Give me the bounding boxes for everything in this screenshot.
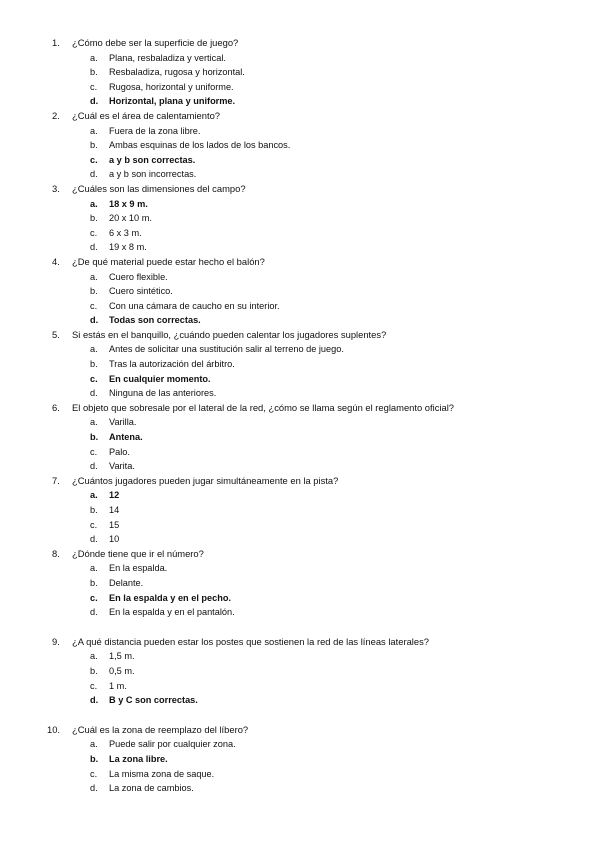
option-letter: b. bbox=[90, 505, 98, 515]
option-text: Plana, resbaladiza y vertical. bbox=[109, 52, 226, 63]
answer-options bbox=[0, 197, 600, 255]
option-letter: d. bbox=[90, 242, 98, 253]
option-letter: a. bbox=[90, 490, 98, 501]
question-text: ¿Cuántos jugadores pueden jugar simultáneamente en la pista? bbox=[72, 474, 339, 486]
question-5 bbox=[0, 328, 600, 401]
question-text: ¿A qué distancia pueden estar los postes que sostienen la red de las líneas laterales? bbox=[72, 635, 429, 647]
option-letter: c. bbox=[90, 592, 98, 603]
answer-options bbox=[0, 270, 600, 328]
question-2 bbox=[0, 109, 600, 182]
question-number: 4. bbox=[52, 255, 60, 267]
option-letter: c. bbox=[90, 768, 98, 779]
option-letter: a. bbox=[90, 125, 98, 136]
question-header bbox=[0, 547, 600, 562]
question-6 bbox=[0, 401, 600, 474]
question-number: 8. bbox=[52, 547, 60, 559]
option-text: Con una cámara de caucho en su interior. bbox=[109, 300, 280, 311]
option-a bbox=[0, 270, 600, 285]
option-letter: b. bbox=[90, 753, 99, 764]
option-d bbox=[0, 313, 600, 328]
answer-options bbox=[0, 342, 600, 400]
option-text: Fuera de la zona libre. bbox=[109, 125, 201, 136]
question-9 bbox=[0, 635, 600, 723]
option-text: 0,5 m. bbox=[109, 665, 135, 676]
option-letter: c. bbox=[90, 154, 98, 165]
option-letter: a. bbox=[90, 52, 98, 63]
spacer bbox=[0, 708, 600, 723]
question-header bbox=[0, 635, 600, 650]
option-b bbox=[0, 576, 600, 591]
option-letter: a. bbox=[90, 651, 98, 662]
option-letter: d. bbox=[90, 169, 98, 180]
option-text: La zona de cambios. bbox=[109, 783, 194, 794]
question-1 bbox=[0, 36, 600, 109]
question-text: ¿Cuáles son las dimensiones del campo? bbox=[72, 182, 246, 194]
question-text: ¿De qué material puede estar hecho el balón? bbox=[72, 255, 265, 267]
option-text: Puede salir por cualquier zona. bbox=[109, 739, 236, 750]
option-text: Ninguna de las anteriores. bbox=[109, 388, 217, 399]
question-header bbox=[0, 474, 600, 489]
option-text: Rugosa, horizontal y uniforme. bbox=[109, 81, 234, 92]
option-a bbox=[0, 737, 600, 752]
option-b bbox=[0, 138, 600, 153]
option-letter: c. bbox=[90, 373, 98, 384]
option-letter: b. bbox=[90, 140, 98, 151]
answer-options bbox=[0, 124, 600, 182]
question-text: Si estás en el banquillo, ¿cuándo pueden calentar los jugadores suplentes? bbox=[72, 328, 387, 340]
option-text: 18 x 9 m. bbox=[109, 198, 148, 209]
question-text: ¿Cuál es el área de calentamiento? bbox=[72, 109, 221, 121]
option-text: 10 bbox=[109, 534, 120, 545]
option-letter: b. bbox=[90, 67, 98, 78]
question-number: 6. bbox=[52, 401, 60, 413]
question-10 bbox=[0, 723, 600, 796]
question-number: 2. bbox=[52, 109, 60, 121]
answer-options bbox=[0, 415, 600, 473]
option-c bbox=[0, 80, 600, 95]
option-d bbox=[0, 167, 600, 182]
option-letter: c. bbox=[90, 680, 98, 691]
option-text: La misma zona de saque. bbox=[109, 768, 215, 779]
question-number: 7. bbox=[52, 474, 60, 486]
option-text: Resbaladiza, rugosa y horizontal. bbox=[109, 67, 245, 78]
question-header bbox=[0, 723, 600, 738]
quiz-questions-list bbox=[0, 36, 600, 796]
option-text: 15 bbox=[109, 519, 120, 530]
option-b bbox=[0, 357, 600, 372]
option-a bbox=[0, 124, 600, 139]
question-header bbox=[0, 182, 600, 197]
option-a bbox=[0, 51, 600, 66]
option-b bbox=[0, 430, 600, 445]
option-letter: d. bbox=[90, 461, 98, 472]
option-letter: c. bbox=[90, 300, 98, 311]
option-b bbox=[0, 65, 600, 80]
option-c bbox=[0, 767, 600, 782]
option-c bbox=[0, 518, 600, 533]
option-a bbox=[0, 561, 600, 576]
question-3 bbox=[0, 182, 600, 255]
question-header bbox=[0, 328, 600, 343]
question-text: ¿Cómo debe ser la superficie de juego? bbox=[72, 37, 239, 48]
option-text: Antes de solicitar una sustitución salir al terreno de juego. bbox=[109, 344, 344, 355]
option-text: Varilla. bbox=[109, 417, 137, 428]
option-text: 20 x 10 m. bbox=[109, 213, 152, 224]
option-text: Antena. bbox=[109, 432, 143, 443]
option-letter: c. bbox=[90, 81, 98, 92]
option-letter: a. bbox=[90, 417, 98, 428]
option-text: Delante. bbox=[109, 577, 144, 588]
option-text: En la espalda y en el pantalón. bbox=[109, 607, 235, 618]
answer-options bbox=[0, 488, 600, 546]
option-b bbox=[0, 284, 600, 299]
option-letter: a. bbox=[90, 198, 98, 209]
option-text: a y b son correctas. bbox=[109, 154, 196, 165]
question-number: 9. bbox=[52, 635, 60, 647]
question-number: 3. bbox=[52, 182, 60, 194]
option-c bbox=[0, 372, 600, 387]
option-text: La zona libre. bbox=[109, 753, 168, 764]
option-letter: b. bbox=[90, 432, 99, 443]
option-text: B y C son correctas. bbox=[109, 695, 198, 706]
option-letter: d. bbox=[90, 607, 98, 618]
option-letter: a. bbox=[90, 271, 98, 282]
option-d bbox=[0, 386, 600, 401]
question-number: 1. bbox=[52, 37, 60, 48]
question-header bbox=[0, 255, 600, 270]
question-7 bbox=[0, 474, 600, 547]
option-a bbox=[0, 415, 600, 430]
option-letter: a. bbox=[90, 739, 98, 750]
option-text: Horizontal, plana y uniforme. bbox=[109, 96, 236, 107]
option-c bbox=[0, 299, 600, 314]
option-text: Ambas esquinas de los lados de los bancos. bbox=[109, 140, 291, 151]
option-d bbox=[0, 605, 600, 620]
option-text: Cuero flexible. bbox=[109, 271, 168, 282]
option-a bbox=[0, 342, 600, 357]
option-d bbox=[0, 240, 600, 255]
answer-options bbox=[0, 649, 600, 707]
option-text: 19 x 8 m. bbox=[109, 242, 147, 253]
option-letter: b. bbox=[90, 213, 98, 224]
option-text: Todas son correctas. bbox=[109, 315, 201, 326]
question-header bbox=[0, 109, 600, 124]
option-text: 6 x 3 m. bbox=[109, 227, 142, 238]
option-letter: d. bbox=[90, 695, 99, 706]
option-text: a y b son incorrectas. bbox=[109, 169, 197, 180]
question-number: 10. bbox=[47, 723, 61, 735]
option-c bbox=[0, 153, 600, 168]
answer-options bbox=[0, 51, 600, 109]
option-d bbox=[0, 532, 600, 547]
option-letter: b. bbox=[90, 359, 98, 370]
option-letter: d. bbox=[90, 783, 98, 794]
option-letter: a. bbox=[90, 344, 98, 355]
question-header bbox=[0, 36, 600, 51]
option-letter: d. bbox=[90, 96, 99, 107]
option-letter: b. bbox=[90, 577, 98, 588]
question-text: ¿Cuál es la zona de reemplazo del líbero? bbox=[72, 723, 249, 735]
option-b bbox=[0, 211, 600, 226]
option-text: 14 bbox=[109, 505, 120, 515]
option-text: En cualquier momento. bbox=[109, 373, 211, 384]
option-letter: b. bbox=[90, 286, 98, 297]
option-letter: d. bbox=[90, 534, 98, 545]
option-letter: b. bbox=[90, 665, 98, 676]
option-c bbox=[0, 226, 600, 241]
question-text: ¿Dónde tiene que ir el número? bbox=[72, 547, 204, 559]
answer-options bbox=[0, 561, 600, 619]
spacer bbox=[0, 620, 600, 635]
option-c bbox=[0, 591, 600, 606]
option-c bbox=[0, 679, 600, 694]
option-letter: d. bbox=[90, 315, 99, 326]
option-letter: a. bbox=[90, 563, 98, 574]
option-d bbox=[0, 459, 600, 474]
option-text: Palo. bbox=[109, 446, 130, 457]
option-letter: c. bbox=[90, 446, 98, 457]
option-b bbox=[0, 664, 600, 679]
option-d bbox=[0, 781, 600, 796]
option-d bbox=[0, 94, 600, 109]
option-a bbox=[0, 197, 600, 212]
question-4 bbox=[0, 255, 600, 328]
answer-options bbox=[0, 737, 600, 795]
option-text: Tras la autorización del árbitro. bbox=[109, 359, 235, 370]
option-letter: c. bbox=[90, 227, 98, 238]
option-a bbox=[0, 649, 600, 664]
question-8 bbox=[0, 547, 600, 635]
option-d bbox=[0, 693, 600, 708]
question-text: El objeto que sobresale por el lateral de la red, ¿cómo se llama según el reglamento oficial? bbox=[72, 401, 454, 413]
option-letter: c. bbox=[90, 519, 98, 530]
option-a bbox=[0, 488, 600, 503]
option-b bbox=[0, 503, 600, 518]
option-text: Cuero sintético. bbox=[109, 286, 173, 297]
option-text: En la espalda. bbox=[109, 563, 168, 574]
question-header bbox=[0, 401, 600, 416]
option-text: Varita. bbox=[109, 461, 135, 472]
option-text: En la espalda y en el pecho. bbox=[109, 592, 232, 603]
question-number: 5. bbox=[52, 328, 60, 340]
option-b bbox=[0, 752, 600, 767]
option-text: 1 m. bbox=[109, 680, 127, 691]
option-text: 1,5 m. bbox=[109, 651, 135, 662]
option-c bbox=[0, 445, 600, 460]
option-letter: d. bbox=[90, 388, 98, 399]
option-text: 12 bbox=[109, 490, 120, 501]
